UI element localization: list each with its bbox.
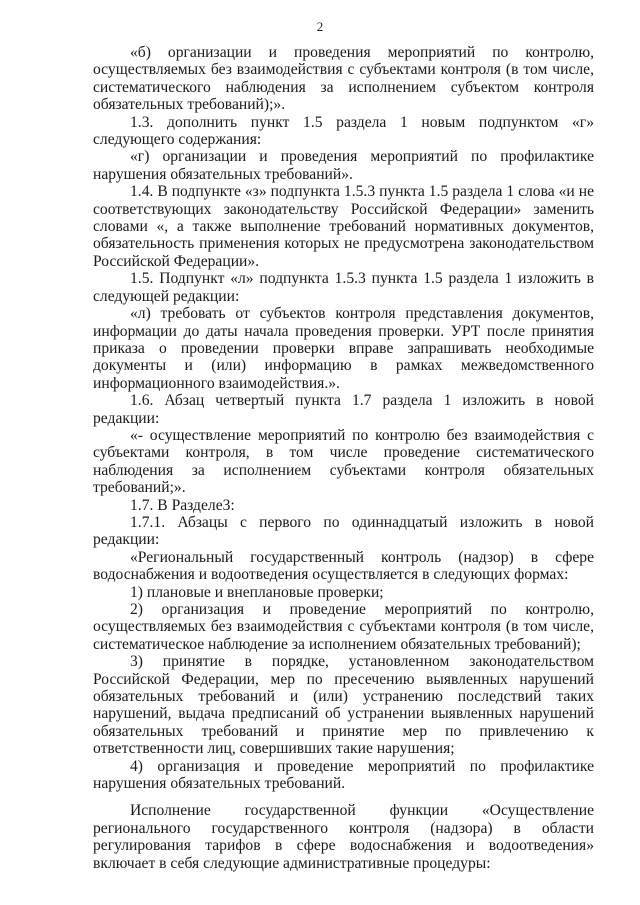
- list-item-1: 1) плановые и внеплановые проверки;: [130, 583, 384, 601]
- paragraph-1-7: 1.7. В Разделе3:: [130, 496, 235, 514]
- paragraph-1-4: 1.4. В подпункте «з» подпункта 1.5.3 пункта 1.5 раздела 1 слова «и не соответствующих законодательству Российской Федерации» заменить словами «, а также выполнение требований нормативных документов, обязательность применения которых не предусмотрена законодательством Российской Федерации».: [93, 183, 594, 270]
- paragraph-1-3: 1.3. дополнить пункт 1.5 раздела 1 новым подпунктом «г» следующего содержания:: [93, 113, 594, 149]
- paragraph-1-6: 1.6. Абзац четвертый пункта 1.7 раздела 1 изложить в новой редакции:: [93, 392, 594, 427]
- document-body: [93, 44, 594, 872]
- page-number: 2: [316, 19, 324, 34]
- list-item-3: 3) принятие в порядке, установленном законодательством Российской Федерации, мер по пресечению выявленных нарушений обязательных требований и (или) устранению последствий таких нарушений, выдача предписаний об устранении выявленных нарушений обязательных требований и принятие мер по привлечению к ответственности лиц, совершивших такие нарушения;: [93, 653, 594, 758]
- list-item-4: 4) организация и проведение мероприятий по профилактике нарушения обязательных требований.: [93, 757, 594, 793]
- list-item-2: 2) организация и проведение мероприятий по контролю, осуществляемых без взаимодействия с субъектами контроля (в том числе, систематическое наблюдение за исполнением обязательных требований);: [93, 601, 594, 653]
- paragraph-1-5: 1.5. Подпункт «л» подпункта 1.5.3 пункта 1.5 раздела 1 изложить в следующей редакции:: [93, 270, 594, 305]
- paragraph-subitem-l: «л) требовать от субъектов контроля представления документов, информации до даты начала проведения проверки. УРТ после принятия приказа о проведении проверки вправе запрашивать необходимые документы и (или) информацию в рамках межведомственного информационного взаимодействия.».: [93, 305, 594, 392]
- paragraph-admin-procedures: Исполнение государственной функции «Осуществление регионального государственного контроля (надзора) в области регулирования тарифов в сфере водоснабжения и водоотведения» включает в себя следующие административные процедуры:: [93, 802, 594, 872]
- paragraph-control-forms-intro: «Региональный государственный контроль (надзор) в сфере водоснабжения и водоотведения осуществляется в следующих формах:: [93, 548, 594, 584]
- paragraph-indent-4-text: «- осуществление мероприятий по контролю без взаимодействия с субъектами контроля, в том числе проведение систематического наблюдения за исполнением субъектами контроля обязательных требований;».: [93, 426, 594, 497]
- paragraph-1-7-1: 1.7.1. Абзацы с первого по одиннадцатый изложить в новой редакции:: [93, 513, 594, 549]
- paragraph-subitem-g: «г) организации и проведения мероприятий по профилактике нарушения обязательных требований».: [93, 148, 594, 183]
- paragraph-subitem-b: «б) организации и проведения мероприятий по контролю, осуществляемых без взаимодействия с субъектами контроля (в том числе, систематического наблюдения за исполнением субъектом контроля обязательных требований);».: [93, 44, 594, 114]
